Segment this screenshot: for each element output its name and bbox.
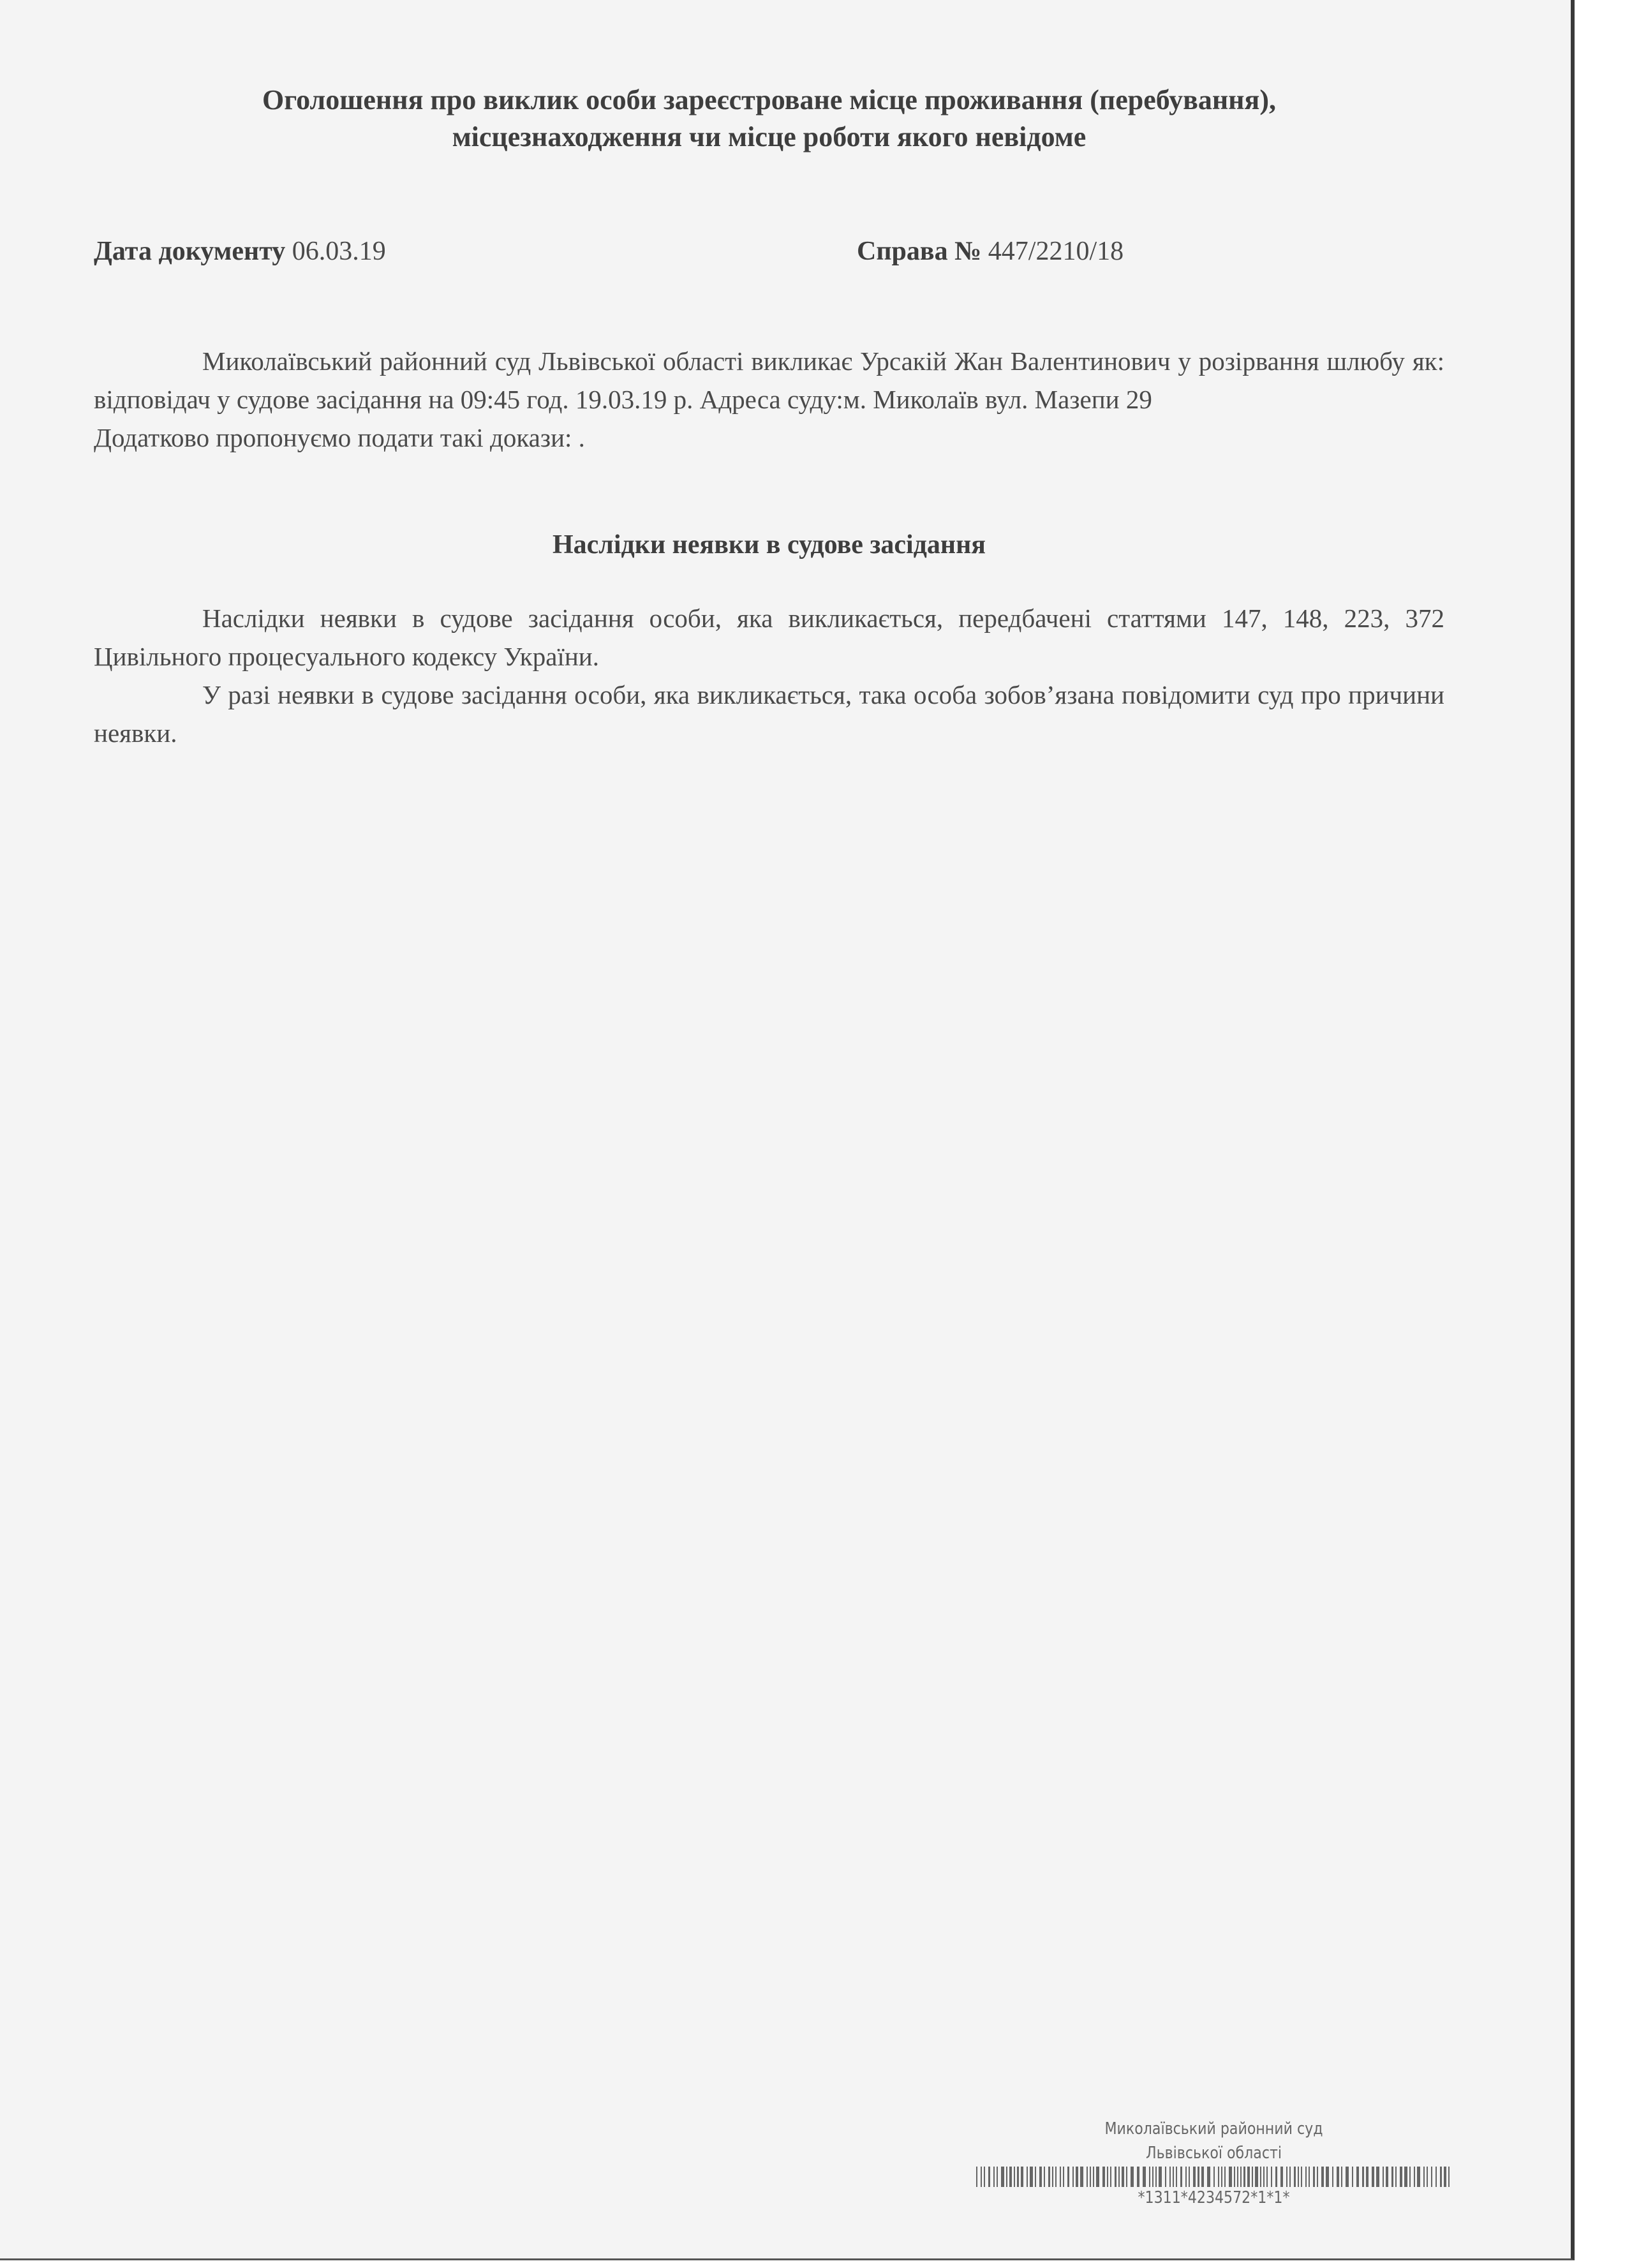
date-label: Дата документу [94,237,286,266]
consequences-text [94,599,1444,752]
barcode-bar [988,2167,990,2187]
barcode-bar [1352,2167,1353,2187]
barcode-bar [1366,2167,1369,2187]
barcode-bar [1060,2167,1061,2187]
barcode-bar [1260,2167,1261,2187]
barcode-bar [1243,2167,1245,2187]
barcode-bar [1337,2167,1339,2187]
barcode-bar [1055,2167,1057,2187]
barcode-bar [1021,2167,1023,2187]
section-heading: Наслідки неявки в судове засідання [552,530,986,560]
barcode-bar [1017,2167,1018,2187]
barcode-bar [1275,2167,1277,2187]
barcode-bar [1321,2167,1324,2187]
barcode-number: *1311*4234572*1*1* [1138,2188,1290,2207]
barcode-bar [1107,2167,1108,2187]
barcode-bar [976,2167,977,2187]
title-line-1: Оголошення про виклик особи зареєстроване місце проживання (перебування), [262,84,1276,115]
court-stamp [976,2117,1451,2207]
barcode-bar [1266,2167,1268,2187]
barcode-bar [1169,2167,1171,2187]
barcode-bar [1080,2167,1083,2187]
barcode-bar [1030,2167,1032,2187]
barcode-bar [1298,2167,1299,2187]
barcode-bar [1431,2167,1432,2187]
barcode-bar [1435,2167,1437,2187]
barcode-bar [1093,2167,1094,2187]
evidence-paragraph: Додатково пропонуємо подати такі докази: . [94,423,585,452]
barcode-bar [1189,2167,1190,2187]
barcode-bar [981,2167,982,2187]
barcode-bar [1001,2167,1004,2187]
barcode-bar [1423,2167,1425,2187]
barcode-bar [1218,2167,1219,2187]
barcode-bar [1391,2167,1393,2187]
barcode-bar [1255,2167,1257,2187]
barcode-bar [1263,2167,1265,2187]
barcode-bar [1072,2167,1074,2187]
barcode-bar [1165,2167,1166,2187]
barcode-bar [1221,2167,1222,2187]
barcode-bar [1185,2167,1187,2187]
barcode-bar [1386,2167,1388,2187]
barcode-bar [1143,2167,1145,2187]
barcode-bar [1131,2167,1133,2187]
barcode-bar [1444,2167,1446,2187]
consequences-paragraph: Наслідки неявки в судове засідання особи, яка викликається, передбачені статтями 147, 148, 223, 372 Цивільного процесуального кодексу України. [94,604,1444,671]
barcode-bar [1213,2167,1215,2187]
barcode-bar [1152,2167,1154,2187]
barcode-bar [1149,2167,1150,2187]
barcode-bar [1052,2167,1053,2187]
notify-paragraph: У разі неявки в судове засідання особи, яка викликається, така особа зобов’язана повідомити суд про причини неявки. [94,680,1444,748]
date-value: 06.03.19 [292,237,386,266]
title-line-2: місцезнаходження чи місце роботи якого невідоме [452,121,1087,152]
barcode-bar [1193,2167,1196,2187]
barcode-bar [1234,2167,1235,2187]
barcode-bar [984,2167,985,2187]
barcode-bar [1201,2167,1204,2187]
barcode-bar [1115,2167,1116,2187]
barcode-bar [1237,2167,1238,2187]
barcode-bar [1173,2167,1174,2187]
barcode-bar [1383,2167,1384,2187]
barcode-bar [1155,2167,1157,2187]
barcode-bar [1414,2167,1415,2187]
barcode-bar [1409,2167,1411,2187]
barcode-bar [1252,2167,1253,2187]
barcode-bar [1090,2167,1091,2187]
barcode-bar [1180,2167,1182,2187]
barcode-bar [993,2167,995,2187]
barcode-bar [1096,2167,1099,2187]
barcode-bar [1067,2167,1069,2187]
barcode-bar [1280,2167,1283,2187]
barcode-bar [1137,2167,1139,2187]
barcode-bar [1305,2167,1307,2187]
barcode-bar [1271,2167,1272,2187]
case-value: 447/2210/18 [988,237,1124,266]
barcode-bar [1372,2167,1374,2187]
barcode-bar [1356,2167,1359,2187]
barcode-bar [1301,2167,1302,2187]
barcode-bar [1247,2167,1250,2187]
barcode-bar [1346,2167,1348,2187]
barcode-bar [1376,2167,1379,2187]
barcode-bar [1427,2167,1428,2187]
barcode-bar [1240,2167,1242,2187]
barcode-bar [1289,2167,1291,2187]
barcode-bar [1035,2167,1036,2187]
barcode-bar [1009,2167,1012,2187]
barcode-bar [1126,2167,1127,2187]
case-number [857,236,1124,267]
barcode-bar [1039,2167,1042,2187]
barcode-bar [1404,2167,1407,2187]
barcode-bar [1317,2167,1318,2187]
barcode-bar [1309,2167,1310,2187]
barcode-bar [1440,2167,1441,2187]
barcode-bar [1044,2167,1045,2187]
document-title [94,82,1444,156]
barcode-bar [1087,2167,1088,2187]
barcode [976,2167,1451,2187]
case-label: Справа № [857,237,982,266]
stamp-line-2: Львівської області [1145,2144,1282,2163]
summons-paragraph: Миколаївський районний суд Львівської області викликає Урсакій Жан Валентинович у розірвання шлюбу як: відповідач у судове засідання на 09:45 год. 19.03.19 р. Адреса суду:м. Миколаїв вул. Мазепи 29 [94,346,1444,414]
barcode-bar [1286,2167,1287,2187]
summons-text [94,342,1444,457]
barcode-bar [1207,2167,1210,2187]
barcode-bar [1448,2167,1450,2187]
barcode-bar [1006,2167,1007,2187]
barcode-bar [1362,2167,1363,2187]
barcode-bar [1110,2167,1111,2187]
barcode-bar [1122,2167,1124,2187]
barcode-bar [1400,2167,1402,2187]
barcode-bar [1102,2167,1105,2187]
stamp-line-1: Миколаївський районний суд [1104,2119,1323,2138]
barcode-bar [1395,2167,1397,2187]
barcode-bar [1198,2167,1199,2187]
document-date [94,236,386,267]
barcode-bar [1176,2167,1177,2187]
barcode-bar [1326,2167,1328,2187]
barcode-bar [997,2167,998,2187]
barcode-bar [1313,2167,1314,2187]
barcode-bar [1076,2167,1078,2187]
barcode-bar [1048,2167,1050,2187]
barcode-bar [1332,2167,1333,2187]
barcode-bar [1294,2167,1295,2187]
barcode-bar [1341,2167,1342,2187]
barcode-bar [1159,2167,1161,2187]
barcode-bar [1027,2167,1028,2187]
barcode-bar [1014,2167,1015,2187]
barcode-bar [1417,2167,1420,2187]
barcode-bar [1224,2167,1226,2187]
barcode-bar [1118,2167,1120,2187]
barcode-bar [1063,2167,1064,2187]
barcode-bar [1229,2167,1231,2187]
